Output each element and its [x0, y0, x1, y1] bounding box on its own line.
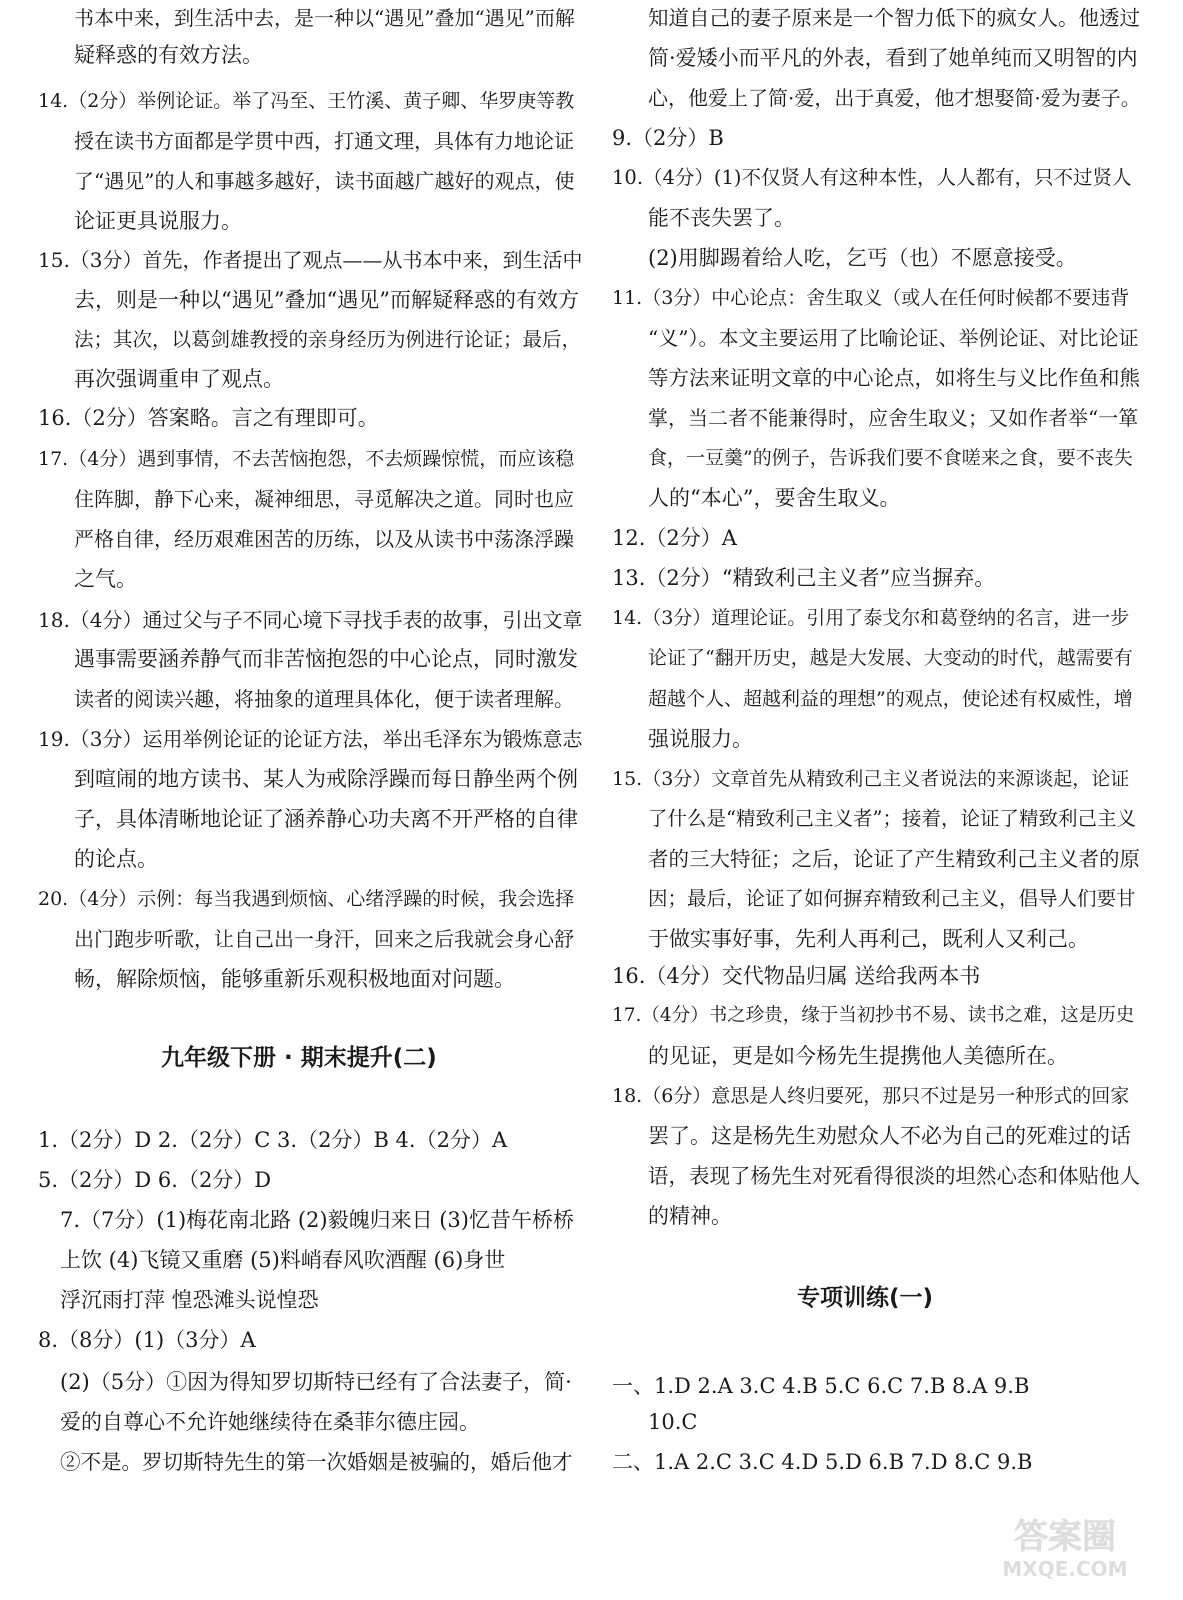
answer-line: 遇事需要涵养静气而非苦恼抱怨的中心论点，同时激发 [74, 647, 578, 671]
answer-line: 人的“本心”，要舍生取义。 [648, 486, 901, 510]
answer-line: 19.（3分）运用举例论证的论证方法，举出毛泽东为锻炼意志 [38, 727, 583, 751]
answer-line: 17.（4分）书之珍贵，缘于当初抄书不易、读书之难，这是历史 [612, 1005, 1135, 1026]
answer-line: 能不丧失罢了。 [648, 206, 795, 230]
answer-line: 于做实事好事，先利人再利己，既利人又利己。 [648, 927, 1089, 951]
answer-line: 书本中来，到生活中去，是一种以“遇见”叠加“遇见”而解 [74, 6, 575, 30]
answer-line: (2)用脚踢着给人吃，乞丐（也）不愿意接受。 [648, 246, 1077, 270]
answer-line: 的见证，更是如今杨先生提携他人美德所在。 [648, 1044, 1068, 1068]
answer-line: 15.（3分）首先，作者提出了观点——从书本中来，到生活中 [38, 248, 583, 272]
answer-line: 出门跑步听歌，让自己出一身汗，回来之后我就会身心舒 [74, 927, 574, 951]
answer-line: 论证更具说服力。 [74, 209, 242, 233]
answer-line: 18.（4分）通过父与子不同心境下寻找手表的故事，引出文章 [38, 608, 583, 632]
answer-line: 14.（2分）举例论证。举了冯至、王竹溪、黄子卿、华罗庚等教 [38, 90, 575, 112]
answer-line: 11.（3分）中心论点：舍生取义（或人在任何时候都不要违背 [612, 287, 1130, 309]
answer-line: 掌，当二者不能兼得时，应舍生取义；又如作者举“一箪 [648, 406, 1139, 430]
answer-line: 强说服力。 [648, 727, 753, 751]
answer-line: 住阵脚，静下心来，凝神细思，寻觅解决之道。同时也应 [74, 487, 574, 511]
answer-line: 爱的自尊心不允许她继续待在桑菲尔德庄园。 [60, 1410, 480, 1434]
answer-line: 心，他爱上了简·爱，出于真爱，他才想娶简·爱为妻子。 [648, 86, 1141, 110]
answer-line: 16.（4分）交代物品归属 送给我两本书 [612, 964, 981, 988]
answer-line: 的精神。 [648, 1204, 732, 1228]
answer-line: 浮沉雨打萍 惶恐滩头说惶恐 [60, 1288, 319, 1312]
answer-line: 之气。 [74, 567, 137, 591]
answer-line: ②不是。罗切斯特先生的第一次婚姻是被骗的，婚后他才 [60, 1450, 573, 1474]
answer-line: 14.（3分）道理论证。引用了泰戈尔和葛登纳的名言，进一步 [612, 607, 1130, 629]
answer-line: (2)（5分）①因为得知罗切斯特已经有了合法妻子，简· [60, 1370, 572, 1394]
answer-line: 知道自己的妻子原来是一个智力低下的疯女人。他透过 [648, 6, 1140, 30]
answer-line: 了什么是“精致利己主义者”；接着，论证了精致利己主义 [648, 807, 1136, 830]
answer-line: 17.（4分）遇到事情，不去苦恼抱怨，不去烦躁惊慌，而应该稳 [38, 448, 575, 470]
answer-line: 的论点。 [74, 847, 158, 871]
answer-line: 疑释惑的有效方法。 [74, 43, 263, 67]
watermark-logo [965, 1510, 1165, 1582]
answer-line: 20.（4分）示例：每当我遇到烦恼、心绪浮躁的时候，我会选择 [38, 888, 575, 910]
answer-line: 者的三大特征；之后，论证了产生精致利己主义者的原 [648, 847, 1140, 871]
answer-line: 因；最后，论证了如何摒弃精致利己主义，倡导人们要甘 [648, 887, 1136, 910]
svg-text:答案圈: 答案圈 [1014, 1517, 1116, 1557]
answer-line: 子，具体清晰地论证了涵养静心功夫离不开严格的自律 [74, 807, 578, 831]
answer-line: 再次强调重申了观点。 [74, 367, 284, 391]
answer-line: 食，一豆羹”的例子，告诉我们要不食嗟来之食，要不丧失 [648, 447, 1133, 469]
answer-line: 16.（2分）答案略。言之有理即可。 [38, 406, 379, 430]
answer-line: 12.（2分）A [612, 526, 737, 550]
answer-line: “义”）。本文主要运用了比喻论证、举例论证、对比论证 [648, 326, 1139, 350]
answer-line: 严格自律，经历艰难困苦的历练，以及从读书中荡涤浮躁 [74, 527, 574, 551]
svg-text:MXQE.COM: MXQE.COM [1002, 1557, 1128, 1581]
answer-line: 法；其次，以葛剑雄教授的亲身经历为例进行论证；最后， [74, 328, 582, 351]
answer-line: 10.（4分）(1)不仅贤人有这种本性，人人都有，只不过贤人 [612, 166, 1132, 189]
answer-line: 8.（8分）(1)（3分）A [38, 1328, 256, 1352]
answer-line: 罢了。这是杨先生劝慰众人不必为自己的死难过的话 [648, 1124, 1131, 1148]
answer-line: 二、1.A 2.C 3.C 4.D 5.D 6.B 7.D 8.C 9.B [612, 1450, 1033, 1474]
answer-line: 畅，解除烦恼，能够重新乐观积极地面对问题。 [74, 967, 515, 991]
answer-line: 简·爱矮小而平凡的外表，看到了她单纯而又明智的内 [648, 46, 1138, 70]
answer-line: 一、1.D 2.A 3.C 4.B 5.C 6.C 7.B 8.A 9.B [612, 1374, 1030, 1398]
answer-line: 了“遇见”的人和事越多越好，读书面越广越好的观点，使 [74, 169, 575, 193]
answer-line: 去，则是一种以“遇见”叠加“遇见”而解疑释惑的有效方 [74, 288, 579, 312]
answer-line: 授在读书方面都是学贯中西，打通文理，具体有力地论证 [74, 129, 574, 153]
answer-line: 7.（7分）(1)梅花南北路 (2)毅魄归来日 (3)忆昔午桥桥 [60, 1208, 574, 1232]
answer-line: 10.C [648, 1410, 698, 1434]
answer-line: 读者的阅读兴趣，将抽象的道理具体化，便于读者理解。 [74, 687, 574, 711]
answer-line: 1.（2分）D 2.（2分）C 3.（2分）B 4.（2分）A [38, 1128, 508, 1152]
answer-line: 超越个人、超越利益的理想”的观点，使论述有权威性，增 [648, 688, 1133, 710]
answer-line: 9.（2分）B [612, 126, 724, 150]
answer-line: 上饮 (4)飞镜又重磨 (5)料峭春风吹酒醒 (6)身世 [60, 1248, 506, 1272]
answer-line: 13.（2分）“精致利己主义者”应当摒弃。 [612, 566, 996, 590]
answer-line: 论证了“翻开历史，越是大发展、大变动的时代，越需要有 [648, 647, 1133, 669]
answer-line: 语，表现了杨先生对死看得很淡的坦然心态和体贴他人 [648, 1164, 1140, 1188]
answer-line: 等方法来证明文章的中心论点，如将生与义比作鱼和熊 [648, 366, 1140, 390]
answer-line: 5.（2分）D 6.（2分）D [38, 1168, 272, 1192]
answer-line: 15.（3分）文章首先从精致利己主义者说法的来源谈起，论证 [612, 768, 1130, 790]
section-heading: 九年级下册 · 期末提升(二) [161, 1045, 437, 1071]
answer-line: 18.（6分）意思是人终归要死，那只不过是另一种形式的回家 [612, 1085, 1130, 1107]
section-heading: 专项训练(一) [797, 1285, 934, 1311]
answer-line: 到喧闹的地方读书、某人为戒除浮躁而每日静坐两个例 [74, 767, 578, 791]
